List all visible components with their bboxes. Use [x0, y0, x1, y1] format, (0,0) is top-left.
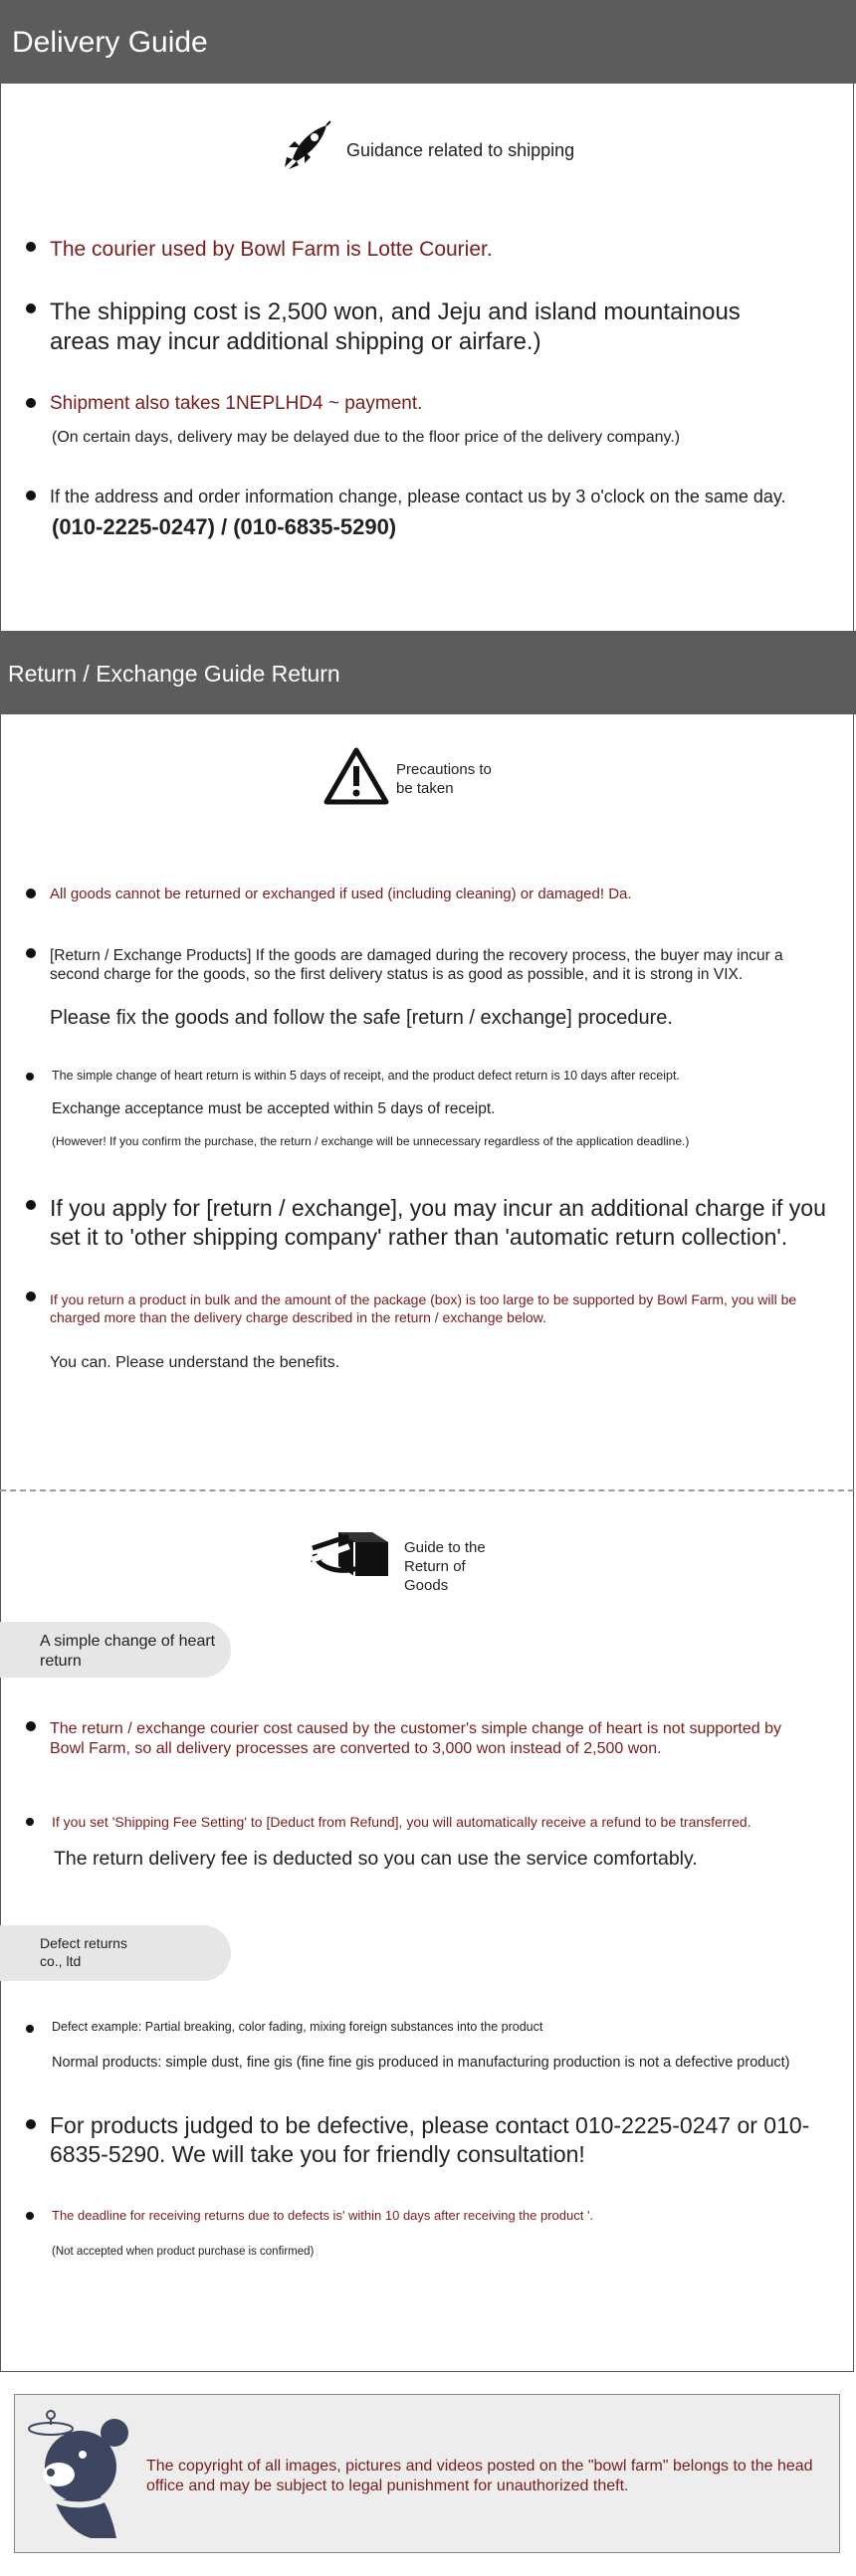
bullet	[26, 1200, 36, 1210]
section-divider	[0, 1489, 854, 1491]
bullet	[26, 948, 36, 958]
return-box-icon	[309, 1524, 396, 1582]
defect-item-deadline: The deadline for receiving returns due to defects is' within 10 days after receiving the product '.	[52, 2208, 594, 2223]
bullet	[26, 2212, 34, 2220]
simple-item-shipping-fee-setting: If you set 'Shipping Fee Setting' to [Deduct from Refund], you will automatically receive a refund to be transferred.	[52, 1814, 751, 1830]
defect-item-contact: For products judged to be defective, please contact 010-2225-0247 or 010-6835-5290. We will take you for friendly consultation!	[50, 2112, 810, 2167]
bullet	[26, 1721, 36, 1731]
precautions-caption: Precautions to be taken	[396, 761, 492, 797]
defect-item-example: Defect example: Partial breaking, color fading, mixing foreign substances into the product	[52, 2020, 543, 2034]
return-item-deadlines: The simple change of heart return is within 5 days of receipt, and the product defect return is 10 days after receipt.	[52, 1069, 680, 1083]
simple-return-pill-label: A simple change of heart return	[40, 1633, 216, 1670]
delivery-item-address-change: If the address and order information change, please contact us by 3 o'clock on the same day.	[50, 487, 786, 506]
delivery-item-shipment: Shipment also takes 1NEPLHD4 ~ payment.	[50, 393, 423, 414]
delivery-guide-title: Delivery Guide	[12, 26, 208, 59]
rocket-icon	[279, 117, 334, 173]
bullet	[26, 2119, 36, 2129]
return-item-damage: [Return / Exchange Products] If the goods are damaged during the recovery process, the buyer may incur a second charge for the goods, so the first delivery status is as good as possible, and it is strong in VIX.	[50, 947, 783, 984]
simple-return-pill	[0, 1622, 231, 1678]
copyright-text: The copyright of all images, pictures and videos posted on the "bowl farm" belongs to the head office and may be subject to legal punishment for unauthorized theft.	[146, 2458, 813, 2494]
return-item-bulk: If you return a product in bulk and the amount of the package (box) is too large to be supported by Bowl Farm, you will be charged more than the delivery charge described in the return / exchange below.	[50, 1291, 797, 1325]
defect-return-pill	[0, 1925, 231, 1981]
bullet	[26, 303, 36, 313]
simple-item-fee-deducted: The return delivery fee is deducted so you can use the service comfortably.	[54, 1848, 698, 1870]
return-item-other-shipping: If you apply for [return / exchange], you may incur an additional charge if you set it to 'other shipping company' rather than 'automatic return collection'.	[50, 1195, 826, 1250]
delivery-contact-phones: (010-2225-0247) / (010-6835-5290)	[52, 514, 397, 539]
bear-mascot-icon	[21, 2409, 140, 2540]
delivery-item-shipping-cost: The shipping cost is 2,500 won, and Jeju and island mountainous areas may incur additional shipping or airfare.)	[50, 298, 741, 355]
bullet	[26, 1073, 34, 1081]
defect-item-confirmed-note: (Not accepted when product purchase is confirmed)	[52, 2246, 315, 2258]
defect-return-pill-label: Defect returns co., ltd	[40, 1935, 127, 1969]
return-item-exchange-acceptance: Exchange acceptance must be accepted within 5 days of receipt.	[52, 1100, 496, 1117]
bullet	[26, 889, 36, 898]
bullet	[26, 242, 36, 252]
return-item-understand: You can. Please understand the benefits.	[50, 1354, 340, 1371]
return-item-safe-procedure: Please fix the goods and follow the safe [return / exchange] procedure.	[50, 1007, 673, 1029]
delivery-item-courier: The courier used by Bowl Farm is Lotte Courier.	[50, 238, 493, 261]
delivery-guide-header	[0, 0, 856, 84]
warning-icon	[322, 746, 390, 806]
return-guide-header	[0, 631, 856, 714]
return-guide-title: Return / Exchange Guide Return	[8, 661, 340, 687]
bullet	[26, 398, 36, 408]
delivery-item-delay-note: (On certain days, delivery may be delayed due to the floor price of the delivery company.)	[52, 429, 681, 446]
copyright-footer	[14, 2394, 840, 2553]
bullet	[26, 491, 36, 500]
return-item-confirm-note: (However! If you confirm the purchase, the return / exchange will be unnecessary regardless of the application deadline.)	[52, 1134, 690, 1148]
shipping-guidance-caption: Guidance related to shipping	[346, 140, 575, 160]
goods-return-caption: Guide to the Return of Goods	[404, 1539, 486, 1594]
bullet	[26, 2025, 34, 2033]
defect-item-normal-products: Normal products: simple dust, fine gis (fine fine gis produced in manufacturing production is not a defective product)	[52, 2055, 790, 2071]
bullet	[26, 1818, 34, 1826]
simple-item-courier-cost: The return / exchange courier cost caused by the customer's simple change of heart is not supported by Bowl Farm, so all delivery processes are converted to 3,000 won instead of 2,500 won.	[50, 1720, 782, 1757]
return-item-used-goods: All goods cannot be returned or exchanged if used (including cleaning) or damaged! Da.	[50, 886, 632, 902]
bullet	[26, 1291, 36, 1301]
